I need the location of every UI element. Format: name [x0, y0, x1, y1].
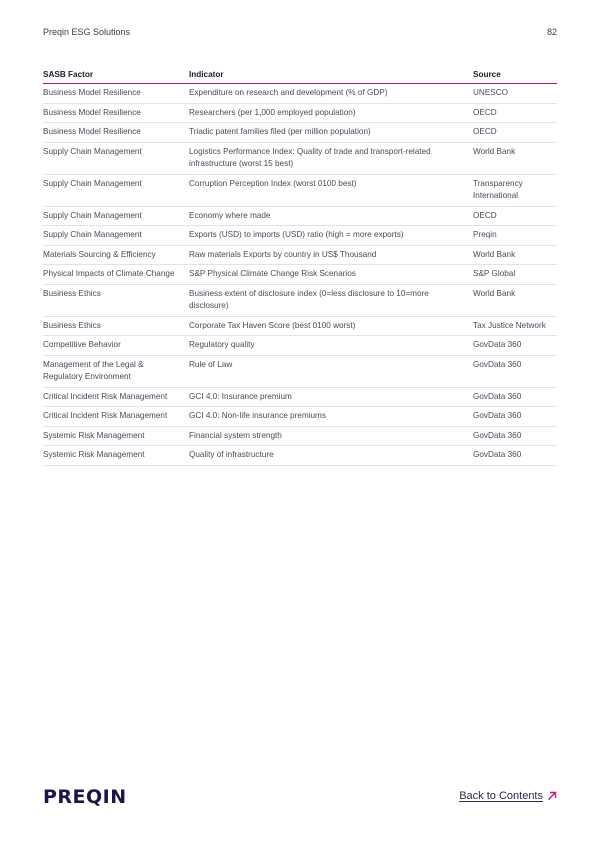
- table-row: [43, 446, 557, 466]
- table-row: [43, 407, 557, 427]
- sasb-factor-cell: Supply Chain Management: [43, 174, 189, 206]
- table-row: [43, 245, 557, 265]
- table-row: [43, 123, 557, 143]
- indicator-table-container: [43, 68, 557, 466]
- source-cell: OECD: [473, 206, 557, 226]
- sasb-factor-cell: Competitive Behavior: [43, 336, 189, 356]
- table-row: [43, 84, 557, 104]
- table-row: [43, 142, 557, 174]
- indicator-cell: Raw materials Exports by country in US$ Thousand: [189, 245, 473, 265]
- sasb-factor-cell: Materials Sourcing & Efficiency: [43, 245, 189, 265]
- document-title: Preqin ESG Solutions: [43, 27, 131, 37]
- indicator-cell: Corruption Perception Index (worst 0100 best): [189, 174, 473, 206]
- source-cell: Transparency International: [473, 174, 557, 206]
- table-row: [43, 316, 557, 336]
- source-cell: World Bank: [473, 142, 557, 174]
- table-body: [43, 84, 557, 466]
- source-cell: UNESCO: [473, 84, 557, 104]
- indicator-cell: Triadic patent families filed (per million population): [189, 123, 473, 143]
- source-cell: S&P Global: [473, 265, 557, 285]
- table-row: [43, 174, 557, 206]
- sasb-factor-cell: Physical Impacts of Climate Change: [43, 265, 189, 285]
- table-row: [43, 336, 557, 356]
- source-cell: World Bank: [473, 284, 557, 316]
- source-cell: Preqin: [473, 226, 557, 246]
- table-row: [43, 355, 557, 387]
- table-row: [43, 206, 557, 226]
- source-cell: GovData 360: [473, 426, 557, 446]
- indicator-cell: S&P Physical Climate Change Risk Scenarios: [189, 265, 473, 285]
- source-cell: OECD: [473, 103, 557, 123]
- sasb-factor-cell: Supply Chain Management: [43, 142, 189, 174]
- page-header: [43, 27, 557, 39]
- back-to-contents-label: Back to Contents: [459, 790, 543, 802]
- sasb-factor-cell: Business Model Resilience: [43, 84, 189, 104]
- page-number: 82: [546, 27, 557, 37]
- column-header-source: Source: [473, 68, 557, 84]
- table-row: [43, 284, 557, 316]
- source-cell: GovData 360: [473, 446, 557, 466]
- table-row: [43, 387, 557, 407]
- indicator-cell: Exports (USD) to imports (USD) ratio (high = more exports): [189, 226, 473, 246]
- table-header-row: [43, 68, 557, 84]
- sasb-factor-cell: Critical Incident Risk Management: [43, 407, 189, 427]
- table-row: [43, 426, 557, 446]
- source-cell: GovData 360: [473, 336, 557, 356]
- table-row: [43, 226, 557, 246]
- table-row: [43, 265, 557, 285]
- indicator-cell: Regulatory quality: [189, 336, 473, 356]
- indicator-cell: Financial system strength: [189, 426, 473, 446]
- indicator-cell: Expenditure on research and development (% of GDP): [189, 84, 473, 104]
- column-header-sasb-factor: SASB Factor: [43, 68, 189, 84]
- indicator-cell: GCI 4.0: Insurance premium: [189, 387, 473, 407]
- sasb-factor-cell: Business Ethics: [43, 284, 189, 316]
- sasb-factor-cell: Business Ethics: [43, 316, 189, 336]
- preqin-logo: PREQIN: [43, 786, 127, 808]
- indicator-cell: Researchers (per 1,000 employed population): [189, 103, 473, 123]
- indicator-cell: Corporate Tax Haven Score (best 0100 worst): [189, 316, 473, 336]
- indicator-cell: Rule of Law: [189, 355, 473, 387]
- indicator-cell: GCI 4.0: Non-life insurance premiums: [189, 407, 473, 427]
- source-cell: GovData 360: [473, 407, 557, 427]
- sasb-factor-cell: Business Model Resilience: [43, 123, 189, 143]
- source-cell: World Bank: [473, 245, 557, 265]
- sasb-factor-cell: Supply Chain Management: [43, 226, 189, 246]
- indicator-cell: Logistics Performance Index: Quality of trade and transport-related infrastructure (worst 15 best): [189, 142, 473, 174]
- indicator-cell: Quality of infrastructure: [189, 446, 473, 466]
- sasb-factor-cell: Business Model Resilience: [43, 103, 189, 123]
- indicator-cell: Economy where made: [189, 206, 473, 226]
- source-cell: GovData 360: [473, 387, 557, 407]
- back-to-contents-link[interactable]: [459, 790, 557, 802]
- sasb-factor-cell: Management of the Legal & Regulatory Environment: [43, 355, 189, 387]
- source-cell: Tax Justice Network: [473, 316, 557, 336]
- arrow-up-right-icon: [547, 791, 557, 801]
- sasb-factor-cell: Systemic Risk Management: [43, 426, 189, 446]
- source-cell: GovData 360: [473, 355, 557, 387]
- sasb-factor-cell: Systemic Risk Management: [43, 446, 189, 466]
- source-cell: OECD: [473, 123, 557, 143]
- sasb-indicator-table: [43, 68, 557, 466]
- sasb-factor-cell: Supply Chain Management: [43, 206, 189, 226]
- sasb-factor-cell: Critical Incident Risk Management: [43, 387, 189, 407]
- indicator-cell: Business extent of disclosure index (0=less disclosure to 10=more disclosure): [189, 284, 473, 316]
- column-header-indicator: Indicator: [189, 68, 473, 84]
- table-row: [43, 103, 557, 123]
